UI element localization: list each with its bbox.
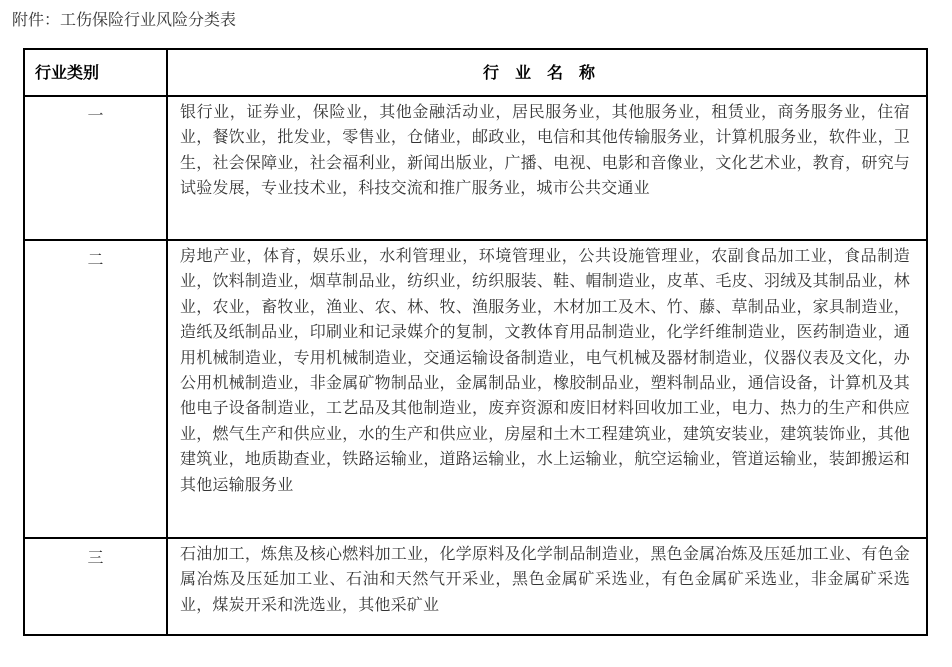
industry-risk-table [23, 48, 928, 636]
table-row [24, 538, 927, 635]
category-cell: 三 [24, 538, 167, 635]
header-category: 行业类别 [24, 49, 167, 96]
industry-names-cell: 石油加工，炼焦及核心燃料加工业，化学原料及化学制品制造业，黑色金属冶炼及压延加工业、有色金属冶炼及压延加工业、石油和天然气开采业，黑色金属矿采选业，有色金属矿采选业，非金属矿采选业，煤炭开采和洗选业，其他采矿业 [167, 538, 927, 635]
category-cell: 二 [24, 240, 167, 538]
industry-names-cell: 房地产业，体育，娱乐业，水利管理业，环境管理业，公共设施管理业，农副食品加工业，食品制造业，饮料制造业，烟草制品业，纺织业，纺织服装、鞋、帽制造业，皮革、毛皮、羽绒及其制品业，林业，农业，畜牧业，渔业、农、林、牧、渔服务业，木材加工及木、竹、藤、草制品业，家具制造业，造纸及纸制品业，印刷业和记录媒介的复制，文教体育用品制造业，化学纤维制造业，医药制造业，通用机械制造业，专用机械制造业，交通运输设备制造业，电气机械及器材制造业，仪器仪表及文化，办公用机械制造业，非金属矿物制品业，金属制品业，橡胶制品业，塑料制品业，通信设备，计算机及其他电子设备制造业，工艺品及其他制造业，废弃资源和废旧材料回收加工业，电力、热力的生产和供应业，燃气生产和供应业，水的生产和供应业，房屋和土木工程建筑业，建筑安装业，建筑装饰业，其他建筑业，地质勘查业，铁路运输业，道路运输业，水上运输业，航空运输业，管道运输业，装卸搬运和其他运输服务业 [167, 240, 927, 538]
industry-names-cell: 银行业，证券业，保险业，其他金融活动业，居民服务业，其他服务业，租赁业，商务服务业，住宿业，餐饮业，批发业，零售业，仓储业，邮政业，电信和其他传输服务业，计算机服务业，软件业，卫生，社会保障业，社会福利业，新闻出版业，广播、电视、电影和音像业，文化艺术业，教育，研究与试验发展，专业技术业，科技交流和推广服务业，城市公共交通业 [167, 96, 927, 240]
page-caption: 附件：工伤保险行业风险分类表 [12, 10, 237, 29]
table-row [24, 96, 927, 240]
table-header-row [24, 49, 927, 96]
table-row [24, 240, 927, 538]
category-cell: 一 [24, 96, 167, 240]
header-industry-name: 行业名称 [167, 49, 927, 96]
